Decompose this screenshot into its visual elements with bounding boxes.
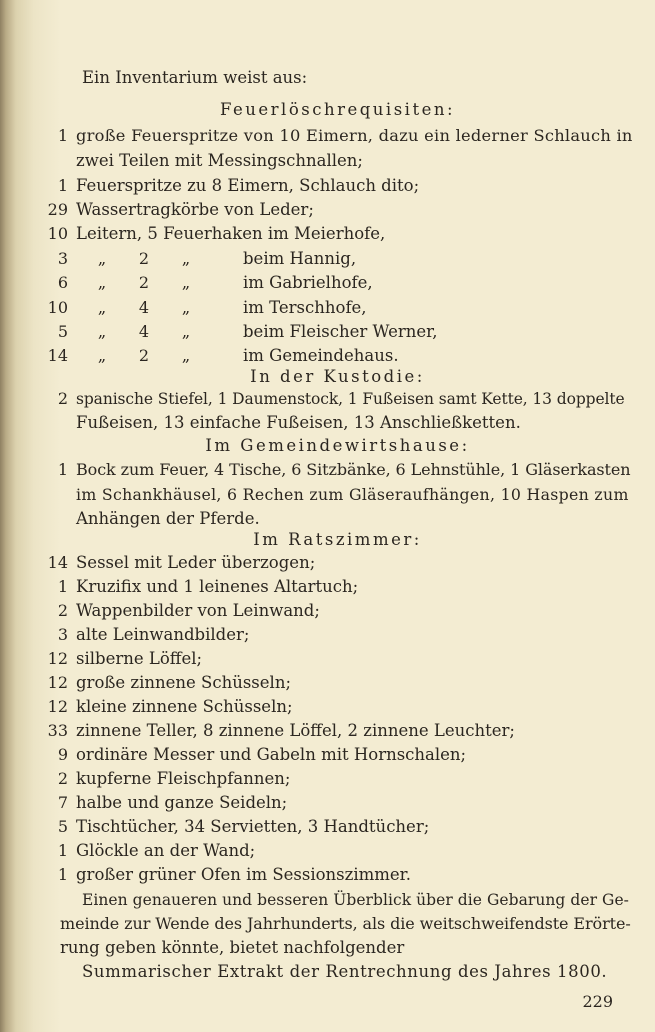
item-text: Glöckle an der Wand; [76,841,256,860]
ditto-mark: „ [181,298,191,317]
hook-count: 3 [57,249,68,268]
item-text: kupferne Fleischpfannen; [76,769,291,788]
item-text: Feuerspritze zu 8 Eimern, Schlauch dito; [76,176,420,195]
item-count: 2 [57,601,68,620]
ditto-mark: „ [181,273,191,292]
section-heading-fire: Feuerlöschrequisiten: [219,100,456,119]
item-text: zwei Teilen mit Messingschnallen; [76,151,363,170]
hook-count: 5 [57,322,68,341]
item-count: 1 [57,865,68,884]
item-count: 5 [57,817,68,836]
item-text: große zinnene Schüsseln; [76,673,291,692]
item-count: 3 [57,625,68,644]
item-count: 9 [57,745,68,764]
section-heading-council: Im Ratszimmer: [253,530,422,549]
section-heading-custody: In der Kustodie: [250,367,425,386]
section-heading-inn: Im Gemeindewirtshause: [205,436,470,455]
ditto-mark: „ [97,249,107,268]
item-text: Tischtücher, 34 Servietten, 3 Handtücher; [76,817,430,836]
item-count: 1 [57,176,68,195]
ditto-mark: „ [181,322,191,341]
item-count: 14 [47,553,68,572]
ditto-mark: „ [97,346,107,365]
item-count: 29 [47,200,68,219]
hook-count: 10 [47,298,68,317]
item-count: 2 [57,389,68,408]
item-count: 10 [47,224,68,243]
item-count: 1 [57,460,68,479]
ditto-mark: „ [97,322,107,341]
hook-number: 2 [138,346,150,365]
item-text: großer grüner Ofen im Sessionszimmer. [76,865,411,884]
hook-number: 2 [138,249,150,268]
paragraph-line: meinde zur Wende des Jahrhunderts, als die weitschweifendste Erörte- [60,914,631,933]
hook-place: im Terschhofe, [243,298,367,317]
item-text: große Feuerspritze von 10 Eimern, dazu ein lederner Schlauch in [76,126,633,145]
item-text: Wappenbilder von Leinwand; [76,601,320,620]
hook-place: beim Hannig, [243,249,357,268]
item-count: 12 [47,649,68,668]
hook-place: beim Fleischer Werner, [243,322,438,341]
item-text: Anhängen der Pferde. [76,509,260,528]
item-text: ordinäre Messer und Gabeln mit Hornschalen; [76,745,467,764]
item-text: Bock zum Feuer, 4 Tische, 6 Sitzbänke, 6 Lehnstühle, 1 Gläserkasten [76,460,631,479]
paragraph-line: Einen genaueren und besseren Überblick über die Gebarung der Ge- [82,891,629,909]
paragraph-line: rung geben könnte, bietet nachfolgender [60,938,405,957]
item-count: 1 [57,841,68,860]
item-text: halbe und ganze Seideln; [76,793,288,812]
hook-place: im Gabrielhofe, [243,273,373,292]
ditto-mark: „ [181,249,191,268]
item-text: alte Leinwandbilder; [76,625,250,644]
hook-count: 14 [47,346,68,365]
ditto-mark: „ [181,346,191,365]
item-text: Wassertragkörbe von Leder; [76,200,314,219]
item-text: zinnene Teller, 8 zinnene Löffel, 2 zinnene Leuchter; [76,721,515,740]
intro-line: Ein Inventarium weist aus: [82,68,308,87]
ditto-mark: „ [97,273,107,292]
hook-place: im Gemeindehaus. [243,346,399,365]
item-text: Leitern, 5 Feuerhaken im Meierhofe, [76,224,386,243]
item-text: kleine zinnene Schüsseln; [76,697,293,716]
ditto-mark: „ [97,298,107,317]
item-count: 7 [57,793,68,812]
item-text: Kruzifix und 1 leinenes Altartuch; [76,577,359,596]
item-count: 12 [47,673,68,692]
hook-number: 4 [138,322,150,341]
item-text: spanische Stiefel, 1 Daumenstock, 1 Fußeisen samt Kette, 13 doppelte [76,390,625,408]
item-count: 12 [47,697,68,716]
item-text: im Schankhäusel, 6 Rechen zum Gläseraufhängen, 10 Haspen zum [76,485,629,504]
item-text: Fußeisen, 13 einfache Fußeisen, 13 Anschließketten. [76,413,521,432]
hook-count: 6 [57,273,68,292]
item-text: Sessel mit Leder überzogen; [76,553,316,572]
hook-number: 4 [138,298,150,317]
item-count: 33 [47,721,68,740]
item-count: 2 [57,769,68,788]
summary-heading: Summarischer Extrakt der Rentrechnung des Jahres 1800. [82,962,608,981]
hook-number: 2 [138,273,150,292]
item-text: silberne Löffel; [76,649,203,668]
item-count: 1 [57,577,68,596]
page-number: 229 [582,992,613,1011]
item-count: 1 [57,126,68,145]
